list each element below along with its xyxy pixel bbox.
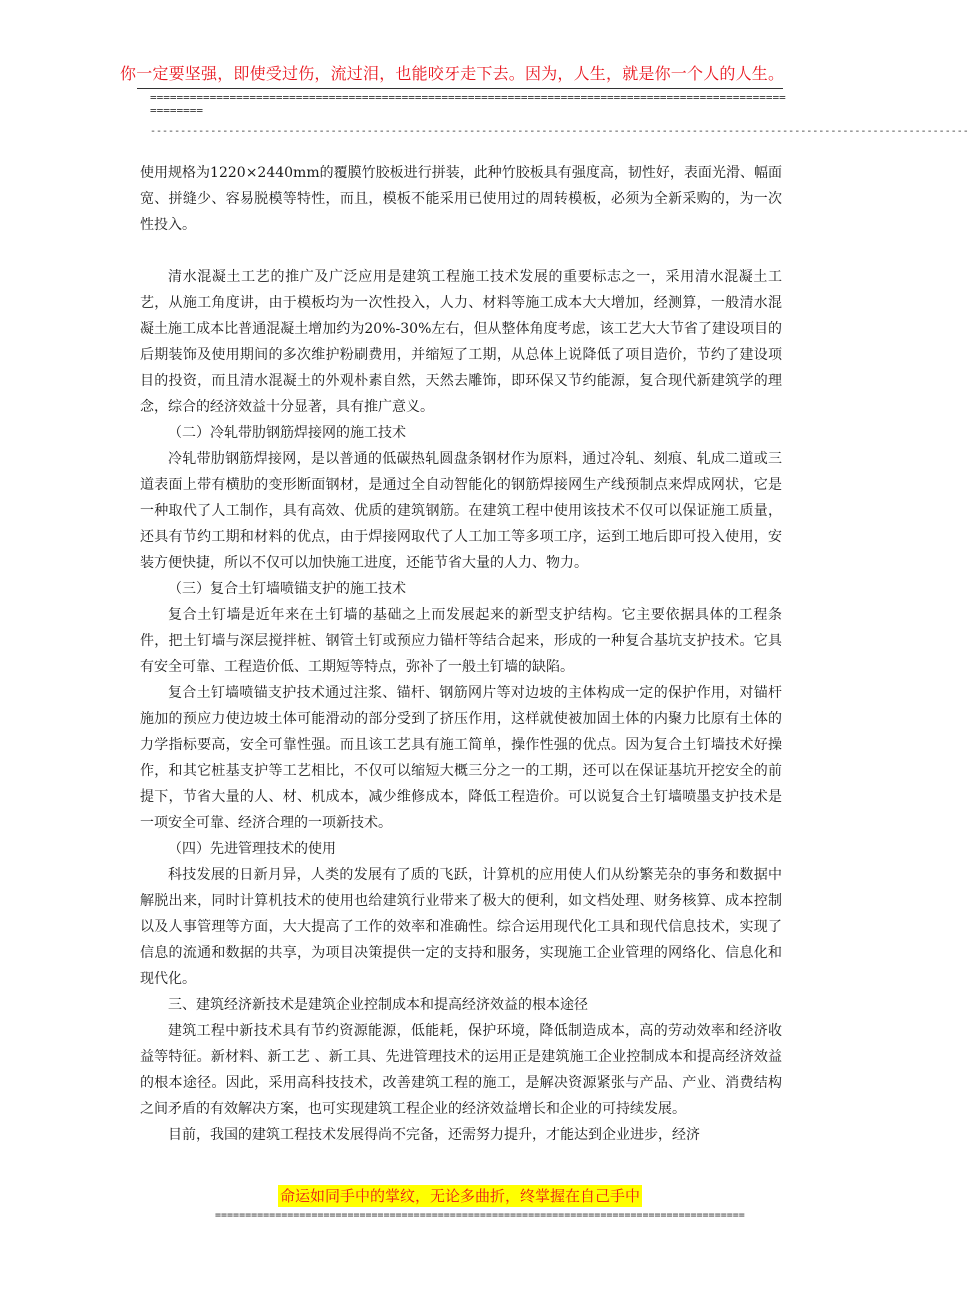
paragraph: 复合土钉墙是近年来在土钉墙的基础之上而发展起来的新型支护结构。它主要依据具体的工程条件，把土钉墙与深层搅拌桩、钢管土钉或预应力锚杆等结合起来，形成的一种复合基坑支护技术。它具有安全可靠、工程造价低、工期短等特点，弥补了一般土钉墙的缺陷。: [140, 607, 782, 675]
section-heading: 三、建筑经济新技术是建筑企业控制成本和提高经济效益的根本途径: [168, 997, 588, 1013]
header-equals-separator: ========================================================================================================: [150, 91, 786, 117]
paragraph: 复合土钉墙喷锚支护技术通过注浆、锚杆、钢筋网片等对边坡的主体构成一定的保护作用，对锚杆施加的预应力使边坡土体可能滑动的部分受到了挤压作用，这样就使被加固土体的内聚力比原有土体的力学指标要高，安全可靠性强。而且该工艺具有施工简单，操作性强的优点。因为复合土钉墙技术好操作，和其它桩基支护等工艺相比，不仅可以缩短大概三分之一的工期，还可以在保证基坑开挖安全的前提下，节省大量的人、材、机成本，减少维修成本，降低工程造价。可以说复合土钉墙喷墨支护技术是一项安全可靠、经济合理的一项新技术。: [140, 685, 782, 831]
section-heading: （四）先进管理技术的使用: [168, 841, 336, 857]
paragraph: 建筑工程中新技术具有节约资源能源，低能耗，保护环境，降低制造成本，高的劳动效率和经济收益等特征。新材料、新工艺 、新工具、先进管理技术的运用正是建筑施工企业控制成本和提高经济效益的根本途径。因此，采用高科技技术，改善建筑工程的施工，是解决资源紧张与产品、产业、消费结构之间矛盾的有效解决方案，也可实现建筑工程企业的经济效益增长和企业的可持续发展。: [140, 1023, 782, 1117]
paragraph: 使用规格为1220×2440mm的覆膜竹胶板进行拼装，此种竹胶板具有强度高，韧性好，表面光滑、幅面宽、拼缝少、容易脱模等特性，而且，模板不能采用已使用过的周转模板，必须为全新采购的，为一次性投入。: [140, 165, 782, 233]
document-body: [140, 160, 782, 1148]
footer-slogan: 命运如同手中的掌纹，无论多曲折，终掌握在自己手中: [279, 1187, 640, 1205]
footer-equals-separator: ========================================================================================: [215, 1210, 745, 1221]
header-slogan: 你一定要坚强，即使受过伤，流过泪，也能咬牙走下去。因为，人生，就是你一个人的人生。: [120, 64, 785, 83]
paragraph: 目前，我国的建筑工程技术发展得尚不完备，还需努力提升，才能达到企业进步，经济: [168, 1127, 700, 1143]
footer-slogan-wrap: [0, 1185, 920, 1207]
paragraph: 清水混凝土工艺的推广及广泛应用是建筑工程施工技术发展的重要标志之一，采用清水混凝土工艺，从施工角度讲，由于模板均为一次性投入，人力、材料等施工成本大大增加，经测算，一般清水混凝土施工成本比普通混凝土增加约为20%-30%左右，但从整体角度考虑，该工艺大大节省了建设项目的后期装饰及使用期间的多次维护粉刷费用，并缩短了工期，从总体上说降低了项目造价，节约了建设项目的投资，而且清水混凝土的外观朴素自然，天然去雕饰，即环保又节约能源，复合现代新建筑学的理念，综合的经济效益十分显著，具有推广意义。: [140, 269, 782, 415]
paragraph: 科技发展的日新月异，人类的发展有了质的飞跃，计算机的应用使人们从纷繁芜杂的事务和数据中解脱出来，同时计算机技术的使用也给建筑行业带来了极大的便利，如文档处理、财务核算、成本控制以及人事管理等方面，大大提高了工作的效率和准确性。综合运用现代化工具和现代信息技术，实现了信息的流通和数据的共享，为项目决策提供一定的支持和服务，实现施工企业管理的网络化、信息化和现代化。: [140, 867, 782, 987]
section-heading: （三）复合土钉墙喷锚支护的施工技术: [168, 581, 406, 597]
header-dash-separator: ----------------------------------------------------------------------------------------------------------------------------------------: [150, 126, 969, 137]
section-heading: （二）冷轧带肋钢筋焊接网的施工技术: [168, 425, 406, 441]
header-rule: [137, 88, 783, 89]
paragraph: 冷轧带肋钢筋焊接网，是以普通的低碳热轧圆盘条钢材作为原料，通过冷轧、刻痕、轧成二道或三道表面上带有横肋的变形断面钢材，是通过全自动智能化的钢筋焊接网生产线预制点来焊成网状，它是一种取代了人工制作，具有高效、优质的建筑钢筋。在建筑工程中使用该技术不仅可以保证施工质量，还具有节约工期和材料的优点，由于焊接网取代了人工加工等多项工序，运到工地后即可投入使用，安装方便快捷，所以不仅可以加快施工进度，还能节省大量的人力、物力。: [140, 451, 782, 571]
paragraph-spacer: [140, 238, 782, 264]
